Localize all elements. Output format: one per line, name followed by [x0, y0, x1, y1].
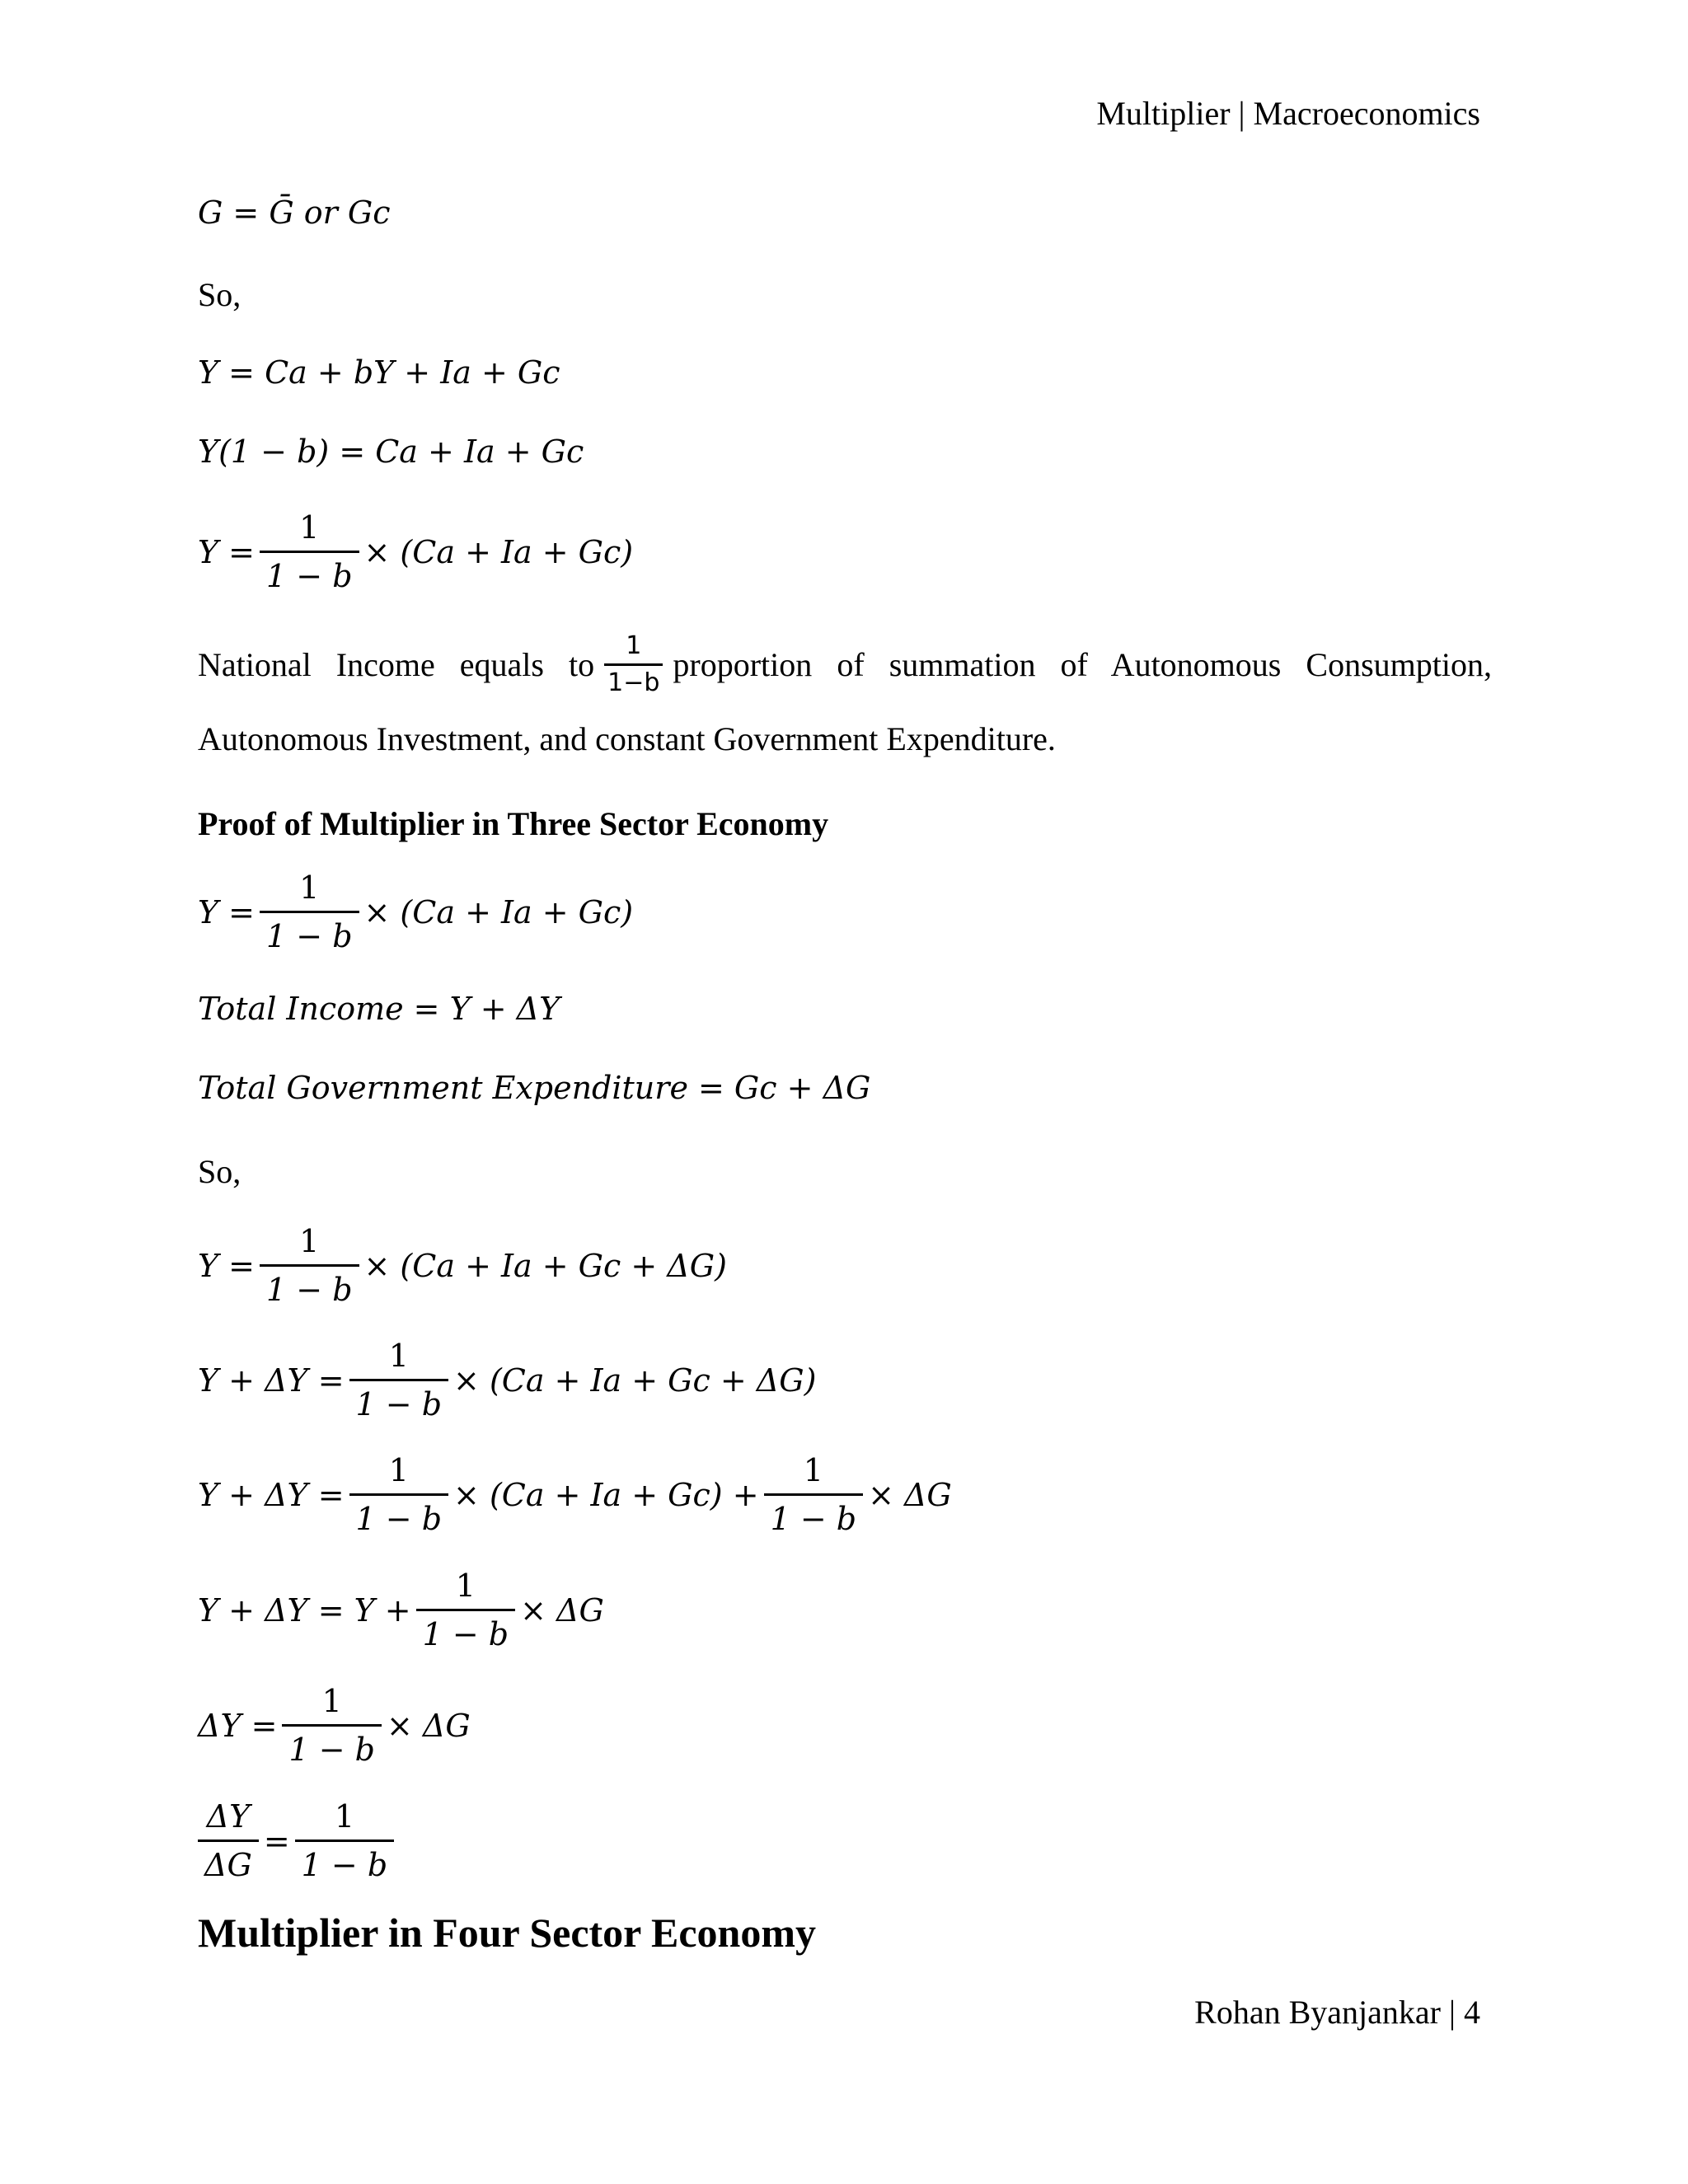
ratio-numerator: ΔY — [206, 1798, 251, 1835]
fraction-denominator: 1 − b — [282, 1724, 382, 1768]
lhs: Y = — [198, 533, 256, 570]
fraction-denominator: 1 − b — [764, 1493, 864, 1537]
ratio-denominator: ΔG — [198, 1840, 259, 1883]
equation-y-with-delta-g — [198, 1223, 727, 1308]
fraction — [295, 1798, 395, 1883]
fraction-numerator: 1 — [299, 1223, 320, 1259]
equation-y-multiplier-2 — [198, 869, 633, 954]
fraction-denominator: 1 − b — [295, 1840, 395, 1883]
equation-y-sum: Y = Ca + bY + Ia + Gc — [198, 354, 560, 391]
fraction-numerator: 1 — [299, 509, 320, 546]
lhs: Y + ΔY = — [198, 1361, 345, 1399]
fraction-denominator: 1 − b — [416, 1609, 516, 1652]
paragraph-part-2: proportion of summation of Autonomous Consumption, Autonomous Investment, and constant Government Expenditure. — [198, 646, 1492, 758]
rhs: × (Ca + Ia + Gc) — [363, 893, 634, 930]
rhs: × (Ca + Ia + Gc) — [363, 533, 634, 570]
fraction — [416, 1568, 516, 1652]
equation-total-income: Total Income = Y + ΔY — [198, 991, 560, 1027]
fraction-numerator: 1 — [334, 1798, 354, 1835]
fraction-denominator: 1 − b — [349, 1493, 449, 1537]
fraction — [282, 1683, 382, 1768]
equation-y-factored: Y(1 − b) = Ca + Ia + Gc — [198, 434, 584, 470]
section-heading-proof: Proof of Multiplier in Three Sector Economy — [198, 805, 829, 842]
equation-total-government-expenditure: Total Government Expenditure = Gc + ΔG — [198, 1070, 871, 1106]
lhs: Y + ΔY = Y + — [198, 1591, 411, 1629]
text-so-2: So, — [198, 1153, 241, 1190]
fraction-denominator: 1 − b — [260, 1264, 359, 1308]
inline-fraction-denominator: 1−b — [604, 663, 663, 699]
fraction — [349, 1338, 449, 1422]
rhs-delta-g: × ΔG — [520, 1591, 604, 1629]
fraction — [260, 1223, 359, 1308]
fraction — [349, 1452, 449, 1537]
equals-sign: = — [263, 1822, 290, 1859]
rhs-split: × (Ca + Ia + Gc) + — [453, 1476, 759, 1513]
equation-y-plus-delta-y — [198, 1338, 816, 1422]
lhs: Y + ΔY = — [198, 1476, 345, 1513]
rhs: × (Ca + Ia + Gc + ΔG) — [363, 1247, 727, 1284]
fraction-denominator: 1 − b — [260, 911, 359, 954]
text-so-1: So, — [198, 276, 241, 313]
fraction-numerator: 1 — [388, 1338, 409, 1374]
fraction-2 — [764, 1452, 864, 1537]
page-footer: Rohan Byanjankar | 4 — [1194, 1994, 1480, 2031]
section-heading-four-sector: Multiplier in Four Sector Economy — [198, 1910, 816, 1956]
equation-g-definition: G = Ḡ or Gc — [198, 194, 391, 231]
inline-fraction — [604, 630, 663, 699]
equation-multiplier-ratio — [198, 1798, 399, 1883]
lhs: ΔY = — [198, 1707, 278, 1744]
equation-y-multiplier — [198, 509, 633, 594]
paragraph-part-1: National Income equals to — [198, 646, 595, 683]
fraction — [260, 869, 359, 954]
equation-y-plus-delta-y-simplified — [198, 1568, 604, 1652]
fraction — [260, 509, 359, 594]
fraction-numerator: 1 — [455, 1568, 476, 1604]
paragraph-national-income — [198, 628, 1492, 776]
equation-delta-y — [198, 1683, 471, 1768]
fraction-denominator: 1 − b — [260, 551, 359, 594]
fraction-denominator: 1 − b — [349, 1379, 449, 1422]
fraction-numerator: 1 — [299, 869, 320, 906]
rhs-delta-g: × ΔG — [868, 1476, 952, 1513]
lhs: Y = — [198, 1247, 256, 1284]
fraction-numerator: 1 — [388, 1452, 409, 1488]
rhs-delta-g: × ΔG — [386, 1707, 471, 1744]
ratio-fraction — [198, 1798, 259, 1883]
page-header: Multiplier | Macroeconomics — [1096, 95, 1480, 132]
inline-fraction-numerator: 1 — [626, 631, 642, 661]
equation-y-plus-delta-y-split — [198, 1452, 952, 1537]
lhs: Y = — [198, 893, 256, 930]
fraction-numerator: 1 — [803, 1452, 823, 1488]
rhs: × (Ca + Ia + Gc + ΔG) — [453, 1361, 817, 1399]
fraction-numerator: 1 — [321, 1683, 342, 1719]
